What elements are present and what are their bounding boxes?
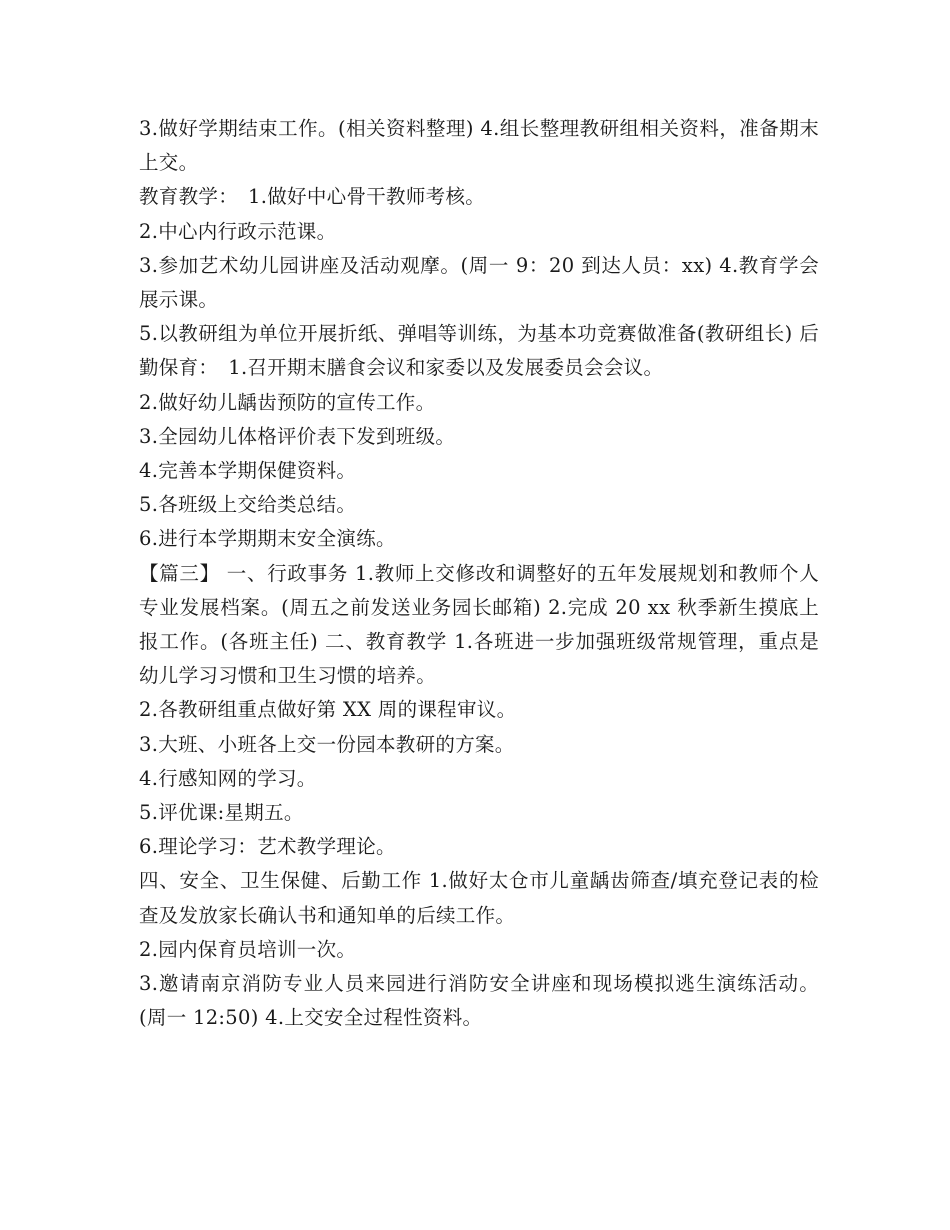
paragraph-12: 2.各教研组重点做好第 XX 周的课程审议。 [139, 698, 517, 722]
paragraph-3: 2.中心内行政示范课。 [139, 219, 337, 243]
paragraph-15: 5.评优课:星期五。 [139, 801, 304, 825]
paragraph-2: 教育教学： 1.做好中心骨干教师考核。 [139, 185, 486, 209]
paragraph-13: 3.大班、小班各上交一份园本教研的方案。 [139, 732, 515, 756]
paragraph-19: 3.邀请南京消防专业人员来园进行消防安全讲座和现场模拟逃生演练活动。(周一 12:50) 4.上交安全过程性资料。 [139, 972, 819, 1030]
paragraph-7: 3.全园幼儿体格评价表下发到班级。 [139, 424, 456, 448]
paragraph-1: 3.做好学期结束工作。(相关资料整理) 4.组长整理教研组相关资料，准备期末上交。 [139, 117, 819, 175]
paragraph-16: 6.理论学习：艺术教学理论。 [139, 835, 396, 859]
paragraph-9: 5.各班级上交给类总结。 [139, 493, 357, 517]
paragraph-18: 2.园内保育员培训一次。 [139, 937, 357, 961]
paragraph-14: 4.行感知网的学习。 [139, 766, 317, 790]
paragraph-17: 四、安全、卫生保健、后勤工作 1.做好太仓市儿童龋齿筛查/填充登记表的检查及发放家长确认书和通知单的后续工作。 [139, 869, 819, 927]
document-body [139, 112, 819, 1035]
paragraph-11: 【篇三】 一、行政事务 1.教师上交修改和调整好的五年发展规划和教师个人专业发展档案。(周五之前发送业务园长邮箱) 2.完成 20 xx 秋季新生摸底上报工作。(各班主任) 二、教育教学 1.各班进一步加强班级常规管理，重点是幼儿学习习惯和卫生习惯的培养。 [139, 561, 819, 688]
paragraph-4: 3.参加艺术幼儿园讲座及活动观摩。(周一 9：20 到达人员：xx) 4.教育学会展示课。 [139, 253, 819, 312]
paragraph-8: 4.完善本学期保健资料。 [139, 459, 357, 483]
paragraph-10: 6.进行本学期期末安全演练。 [139, 527, 396, 551]
paragraph-6: 2.做好幼儿龋齿预防的宣传工作。 [139, 390, 436, 414]
paragraph-5: 5.以教研组为单位开展折纸、弹唱等训练，为基本功竞赛做准备(教研组长) 后勤保育： 1.召开期末膳食会议和家委以及发展委员会会议。 [139, 322, 819, 380]
